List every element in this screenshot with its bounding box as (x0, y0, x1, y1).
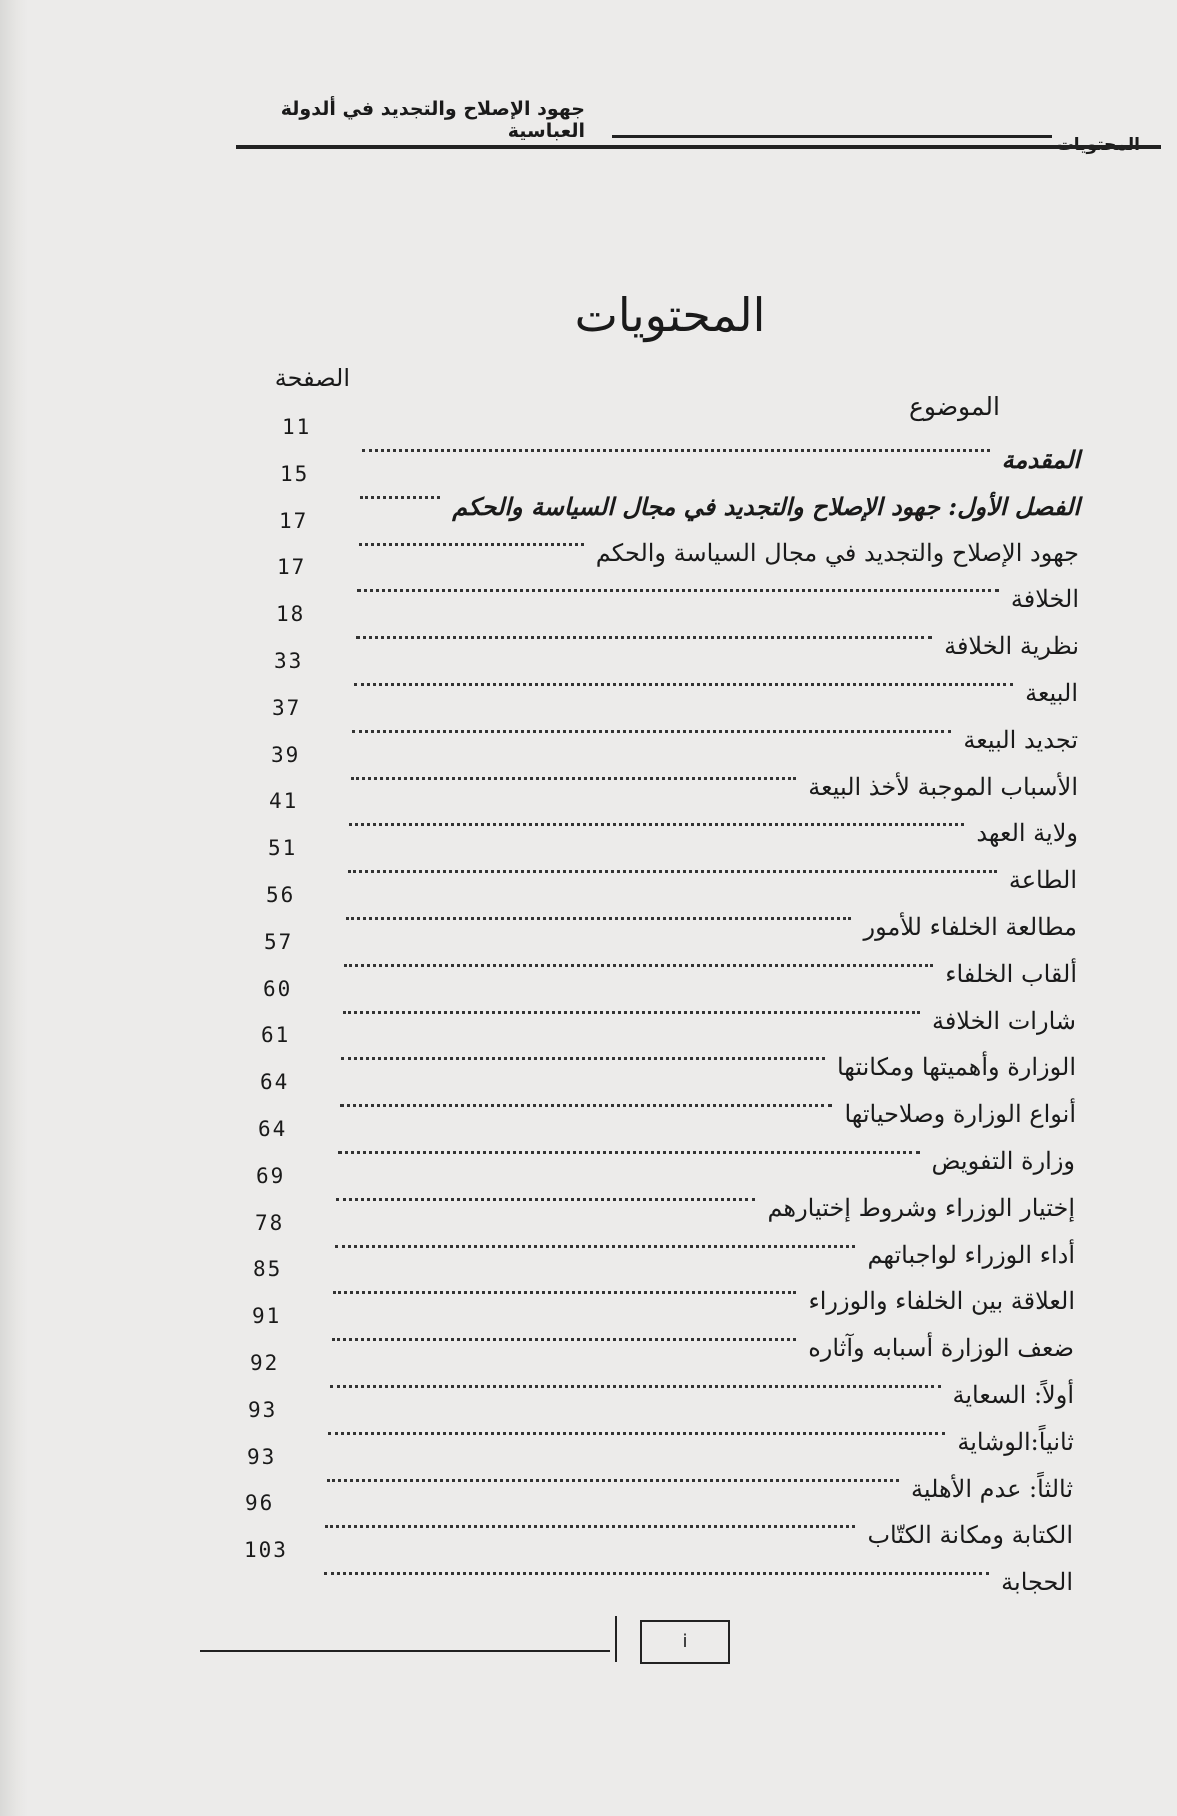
toc-page-number: 64 (260, 1070, 290, 1094)
toc-topic: ألقاب الخلفاء (945, 960, 1077, 988)
toc-leader (330, 1385, 941, 1388)
toc-topic: شارات الخلافة (931, 1007, 1076, 1035)
toc-topic: تجديد البيعة (963, 726, 1078, 754)
toc-topic: الأسباب الموجبة لأخذ البيعة (808, 773, 1078, 801)
toc-topic: الفصل الأول: جهود الإصلاح والتجديد في مجال السياسة والحكم (452, 492, 1080, 521)
toc-topic: الحجابة (1001, 1568, 1073, 1596)
toc-leader (354, 683, 1013, 686)
toc-topic: أنواع الوزارة وصلاحياتها (844, 1100, 1076, 1128)
toc-topic: المقدمة (1001, 445, 1080, 474)
toc-topic: أولاً: السعاية (952, 1381, 1074, 1409)
toc-page-number: 51 (268, 836, 298, 860)
toc-leader (335, 1245, 855, 1248)
header-rule-short (612, 135, 1052, 138)
toc-page-number: 78 (255, 1211, 285, 1235)
footer-tick (615, 1616, 617, 1662)
toc-page-number: 85 (253, 1257, 283, 1281)
toc-leader (349, 823, 964, 826)
toc-topic: ثانياً:الوشاية (957, 1428, 1074, 1456)
toc-leader (357, 589, 999, 592)
page-column-heading: الصفحة (274, 364, 350, 392)
toc-page-number: 18 (276, 602, 306, 626)
toc-topic: البيعة (1025, 679, 1078, 707)
toc-page-number: 57 (264, 930, 294, 954)
toc-page-number: 96 (245, 1491, 275, 1515)
toc-leader (336, 1198, 755, 1201)
toc-topic: الوزارة وأهميتها ومكانتها (836, 1053, 1076, 1081)
toc-leader (328, 1432, 945, 1435)
toc-topic: ثالثاً: عدم الأهلية (910, 1475, 1073, 1503)
toc-leader (327, 1479, 899, 1482)
toc-leader (346, 917, 851, 920)
toc-topic: الخلافة (1010, 585, 1079, 613)
toc-page-number: 91 (252, 1304, 282, 1328)
toc-page-number: 69 (256, 1164, 286, 1188)
toc-leader (362, 449, 990, 452)
toc-topic: الطاعة (1008, 866, 1077, 894)
toc-page-number: 56 (266, 883, 296, 907)
toc-topic: العلاقة بين الخلفاء والوزراء (808, 1287, 1075, 1315)
toc-leader (340, 1104, 832, 1107)
topic-column-heading: الموضوع (909, 392, 1000, 421)
toc-page-number: 103 (244, 1538, 288, 1562)
toc-leader (359, 543, 584, 546)
toc-topic: جهود الإصلاح والتجديد في مجال السياسة والحكم (595, 539, 1079, 567)
toc-page-number: 93 (247, 1445, 277, 1469)
toc-topic: مطالعة الخلفاء للأمور (863, 913, 1077, 941)
toc-leader (348, 870, 997, 873)
toc-topic: نظرية الخلافة (944, 632, 1079, 660)
toc-leader (356, 636, 932, 639)
toc-leader (341, 1057, 825, 1060)
toc-page-number: 93 (248, 1398, 278, 1422)
toc-page-number: 61 (261, 1023, 291, 1047)
page-number: i (640, 1620, 730, 1664)
toc-page-number: 64 (258, 1117, 288, 1141)
toc-leader (352, 730, 951, 733)
toc-leader (343, 1011, 920, 1014)
toc-leader (333, 1291, 796, 1294)
toc-leader (324, 1572, 989, 1575)
toc-page-number: 15 (280, 462, 310, 486)
toc-topic: أداء الوزراء لواجباتهم (867, 1241, 1075, 1269)
header-rule-long (236, 145, 1161, 149)
toc-page-number: 92 (250, 1351, 280, 1375)
toc-page-number: 60 (263, 977, 293, 1001)
footer-rule (200, 1650, 610, 1652)
toc-topic: ولاية العهد (976, 819, 1078, 847)
running-title: جهود الإصلاح والتجديد في ألدولة العباسية (280, 98, 585, 142)
toc-topic: ضعف الوزارة أسبابه وآثاره (808, 1334, 1074, 1362)
toc-leader (338, 1151, 920, 1154)
toc-page-number: 39 (271, 743, 301, 767)
toc-page-number: 37 (272, 696, 302, 720)
toc-row (0, 1538, 1177, 1632)
toc-leader (344, 964, 933, 967)
toc-topic: الكتابة ومكانة الكتّاب (867, 1521, 1073, 1549)
toc-page-number: 17 (277, 555, 307, 579)
toc-topic: وزارة التفويض (931, 1147, 1075, 1175)
toc-page-number: 17 (279, 509, 309, 533)
page-title: المحتويات (574, 288, 766, 342)
toc-page-number: 11 (282, 415, 312, 439)
toc-page-number: 33 (274, 649, 304, 673)
toc-leader (325, 1525, 855, 1528)
toc-topic: إختيار الوزراء وشروط إختيارهم (767, 1194, 1075, 1222)
toc-leader (351, 777, 796, 780)
toc-page-number: 41 (269, 789, 299, 813)
toc-leader (332, 1338, 796, 1341)
toc-leader (360, 496, 440, 499)
